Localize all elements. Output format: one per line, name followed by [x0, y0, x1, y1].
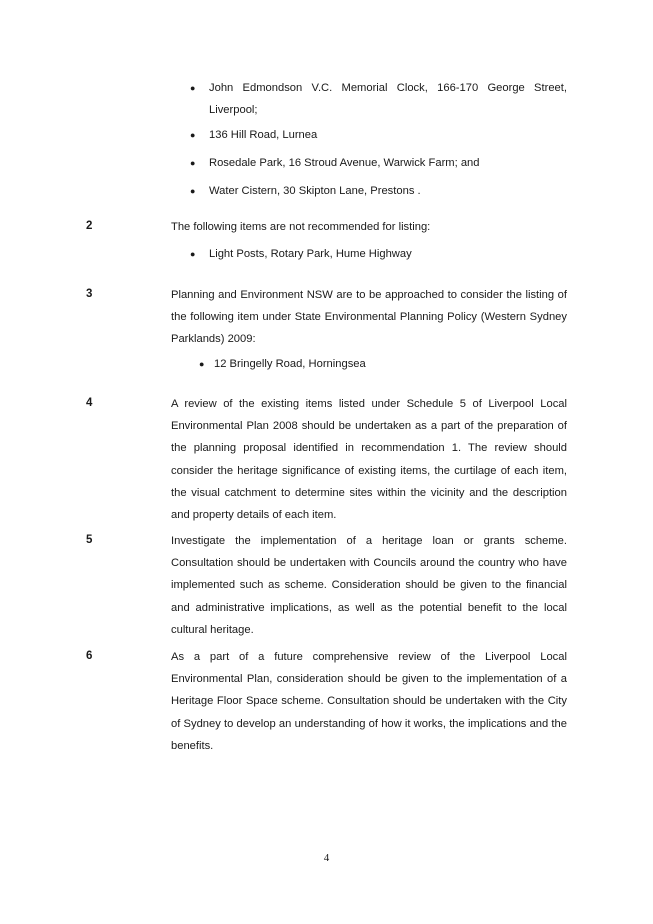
recommendation-number: 3 — [86, 288, 93, 300]
recommendation-text: A review of the existing items listed under Schedule 5 of Liverpool Local Environmental Plan 2008 should be undertaken as a part of the preparation of the planning proposal identified in recommendation 1. The review should consider the heritage significance of existing items, the curtilage of each item, the visual catchment to determine sites within the vicinity and the description and property details of each item. — [171, 398, 567, 522]
recommendation-number: 6 — [86, 650, 93, 662]
recommendation-text: As a part of a future comprehensive review of the Liverpool Local Environmental Plan, consideration should be given to the implementation of a Heritage Floor Space scheme. Consultation should be undertaken with the City of Sydney to develop an understanding of how it works, the implications and the benefits. — [171, 651, 567, 752]
bullet-text: Rosedale Park, 16 Stroud Avenue, Warwick Farm; and — [209, 157, 480, 169]
bullet-text: John Edmondson V.C. Memorial Clock, 166-170 George Street, Liverpool; — [209, 82, 567, 116]
bullet-icon: ● — [190, 158, 196, 168]
recommendation-number: 2 — [86, 220, 93, 232]
bullet-text: 136 Hill Road, Lurnea — [209, 129, 318, 141]
bullet-icon: ● — [190, 130, 196, 140]
bullet-icon: ● — [199, 359, 205, 369]
recommendation-number: 5 — [86, 534, 93, 546]
page-number: 4 — [323, 852, 330, 864]
bullet-icon: ● — [190, 83, 196, 93]
bullet-icon: ● — [190, 186, 196, 196]
bullet-text: Water Cistern, 30 Skipton Lane, Prestons . — [209, 185, 421, 197]
bullet-text: Light Posts, Rotary Park, Hume Highway — [209, 248, 412, 260]
bullet-text: 12 Bringelly Road, Horningsea — [214, 358, 366, 370]
recommendation-text: The following items are not recommended for listing: — [171, 221, 431, 233]
recommendation-text: Investigate the implementation of a heritage loan or grants scheme. Consultation should be undertaken with Councils around the country who have implemented such as scheme. Consideration should be given to the financial and administrative implications, as well as the potential benefit to the local cultural heritage. — [171, 535, 567, 636]
bullet-icon: ● — [190, 249, 196, 259]
recommendation-text: Planning and Environment NSW are to be approached to consider the listing of the following item under State Environmental Planning Policy (Western Sydney Parklands) 2009: — [171, 289, 567, 346]
recommendation-number: 4 — [86, 397, 93, 409]
